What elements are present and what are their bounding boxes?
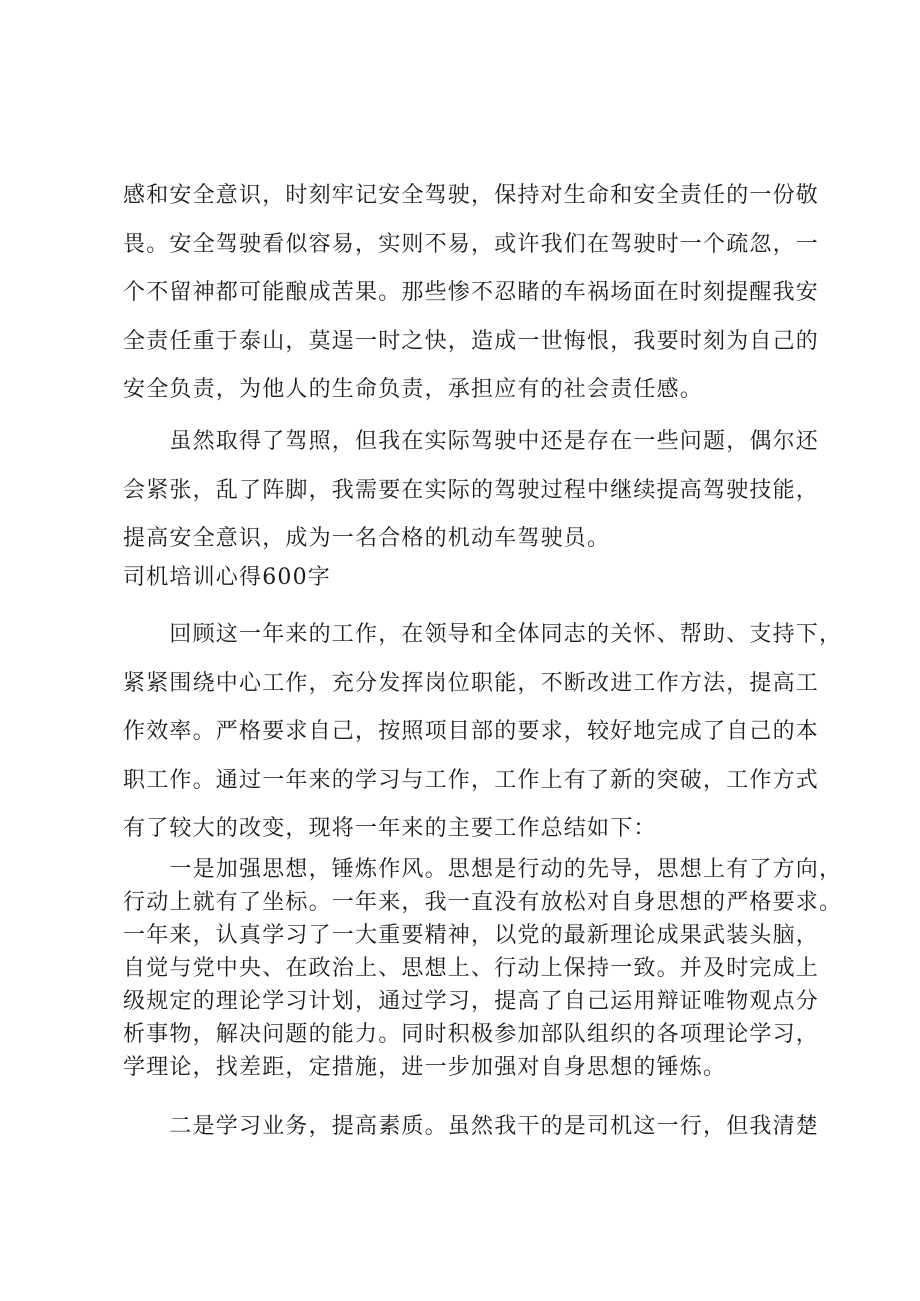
text-line: 二是学习业务，提高素质。虽然我干的是司机这一行，但我清楚 xyxy=(123,1114,820,1139)
text-line: 行动上就有了坐标。一年来，我一直没有放松对自身思想的严格要求。 xyxy=(123,890,843,915)
text-line: 紧紧围绕中心工作，充分发挥岗位职能，不断改进工作方法，提高工 xyxy=(123,670,820,696)
text-line: 作效率。严格要求自己，按照项目部的要求，较好地完成了自己的本 xyxy=(123,719,820,744)
text-line: 析事物，解决问题的能力。同时积极参加部队组织的各项理论学习， xyxy=(123,1022,820,1047)
paragraph-strengthen-thought xyxy=(123,853,843,1084)
paragraph-safety-responsibility xyxy=(123,172,823,415)
paragraph-driving-license xyxy=(123,418,823,564)
text-line: 学理论，找差距，定措施，进一步加强对自身思想的锤炼。 xyxy=(123,1055,727,1080)
text-line: 一年来，认真学习了一大重要精神，以党的最新理论成果武装头脑， xyxy=(123,923,820,948)
text-line: 全责任重于泰山，莫逞一时之快，造成一世悔恨，我要时刻为自己的 xyxy=(123,328,820,354)
section-heading xyxy=(123,561,823,594)
text-line: 提高安全意识，成为一名合格的机动车驾驶员。 xyxy=(123,526,611,551)
text-line: 个不留神都可能酿成苦果。那些惨不忍睹的车祸场面在时刻提醒我安 xyxy=(123,280,820,305)
text-line: 回顾这一年来的工作，在领导和全体同志的关怀、帮助、支持下， xyxy=(123,622,843,647)
paragraph-learn-business xyxy=(123,1103,823,1152)
text-line: 有了较大的改变，现将一年来的主要工作总结如下： xyxy=(123,816,657,841)
paragraph-year-review xyxy=(123,611,843,854)
text-line: 安全负责，为他人的生命负责，承担应有的社会责任感。 xyxy=(123,377,704,402)
text-line: 自觉与党中央、在政治上、思想上、行动上保持一致。并及时完成上 xyxy=(123,956,820,981)
text-line: 级规定的理论学习计划，通过学习，提高了自己运用辩证唯物观点分 xyxy=(123,989,820,1014)
text-line: 感和安全意识，时刻牢记安全驾驶，保持对生命和安全责任的一份敬 xyxy=(123,183,820,208)
text-line: 畏。安全驾驶看似容易，实则不易，或许我们在驾驶时一个疏忽，一 xyxy=(123,231,820,257)
heading-text: 司机培训心得600字 xyxy=(123,565,331,590)
text-line: 职工作。通过一年来的学习与工作，工作上有了新的突破，工作方式 xyxy=(123,767,820,793)
text-line: 一是加强思想，锤炼作风。思想是行动的先导，思想上有了方向， xyxy=(123,857,843,882)
text-line: 会紧张，乱了阵脚，我需要在实际的驾驶过程中继续提高驾驶技能， xyxy=(123,477,820,503)
text-line: 虽然取得了驾照，但我在实际驾驶中还是存在一些问题，偶尔还 xyxy=(123,429,820,454)
